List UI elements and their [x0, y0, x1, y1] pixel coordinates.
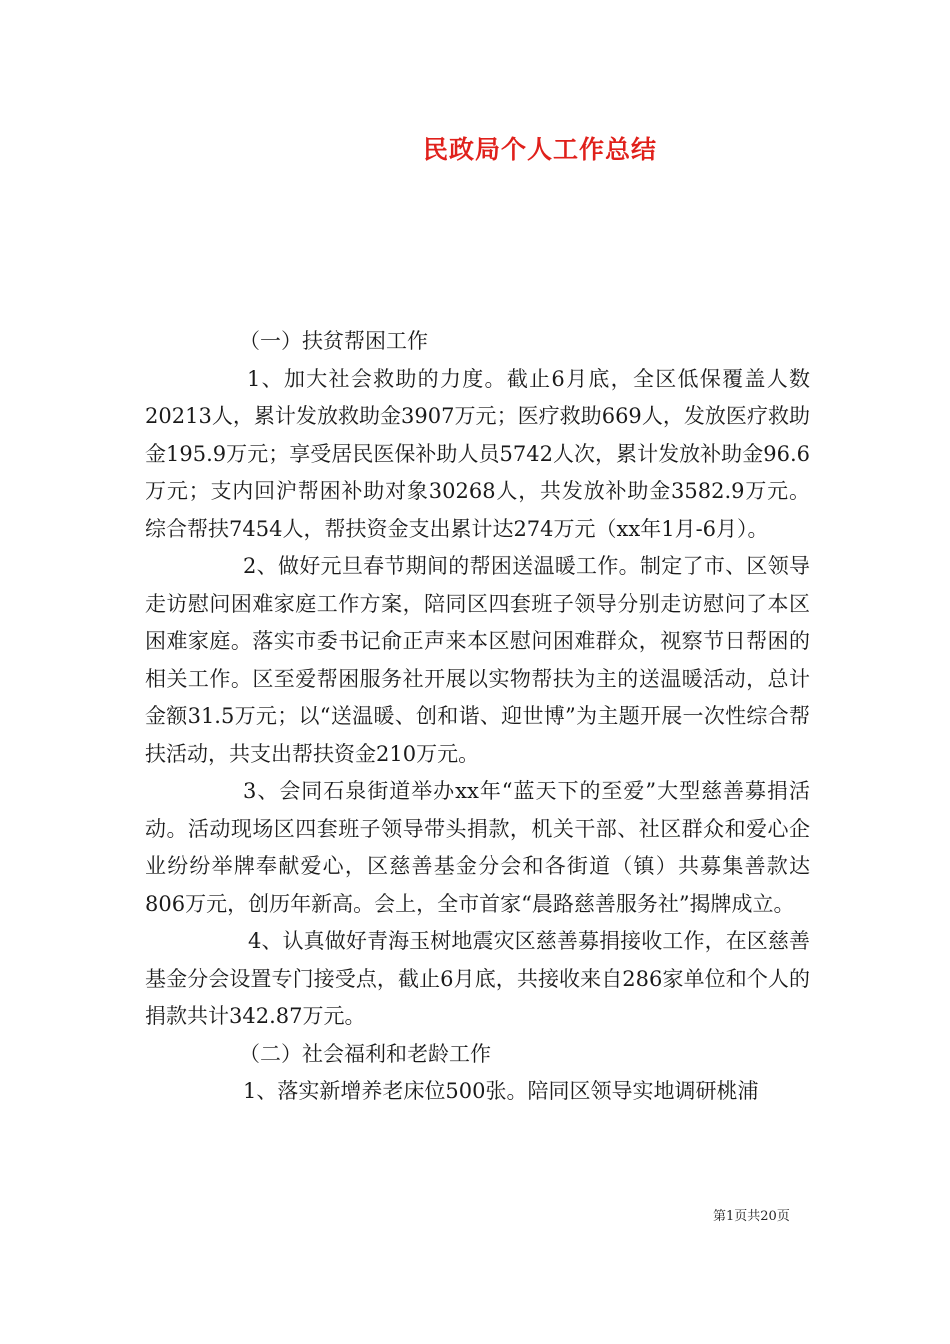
- paragraph: 1、加大社会救助的力度。截止6月底，全区低保覆盖人数20213人，累计发放救助金3907万元；医疗救助669人，发放医疗救助金195.9万元；享受居民医保补助人员5742人次，累计发放补助金96.6万元；支内回沪帮困补助对象30268人，共发放补助金3582.9万元。综合帮扶7454人，帮扶资金支出累计达274万元（xx年1月-6月）。: [145, 366, 810, 541]
- paragraph: 3、会同石泉街道举办xx年“蓝天下的至爱”大型慈善募捐活动。活动现场区四套班子领导带头捐款，机关干部、社区群众和爱心企业纷纷举牌奉献爱心，区慈善基金分会和各街道（镇）共募集善款达806万元，创历年新高。会上，全市首家“晨路慈善服务社”揭牌成立。: [145, 779, 810, 916]
- document-body: [145, 323, 810, 1111]
- section-2-heading: （二）社会福利和老龄工作: [239, 1041, 491, 1066]
- page-number: 第1页共20页: [713, 1209, 790, 1224]
- paragraph: 2、做好元旦春节期间的帮困送温暖工作。制定了市、区领导走访慰问困难家庭工作方案，陪同区四套班子领导分别走访慰问了本区困难家庭。落实市委书记俞正声来本区慰问困难群众，视察节日帮困的相关工作。区至爱帮困服务社开展以实物帮扶为主的送温暖活动，总计金额31.5万元；以“送温暖、创和谐、迎世博”为主题开展一次性综合帮扶活动，共支出帮扶资金210万元。: [145, 554, 810, 766]
- section-1-heading: （一）扶贫帮困工作: [239, 329, 428, 353]
- paragraph: 4、认真做好青海玉树地震灾区慈善募捐接收工作，在区慈善基金分会设置专门接受点，截止6月底，共接收来自286家单位和个人的捐款共计342.87万元。: [145, 929, 810, 1028]
- document-title: 民政局个人工作总结: [422, 135, 657, 164]
- paragraph: 1、落实新增养老床位500张。陪同区领导实地调研桃浦: [243, 1079, 759, 1103]
